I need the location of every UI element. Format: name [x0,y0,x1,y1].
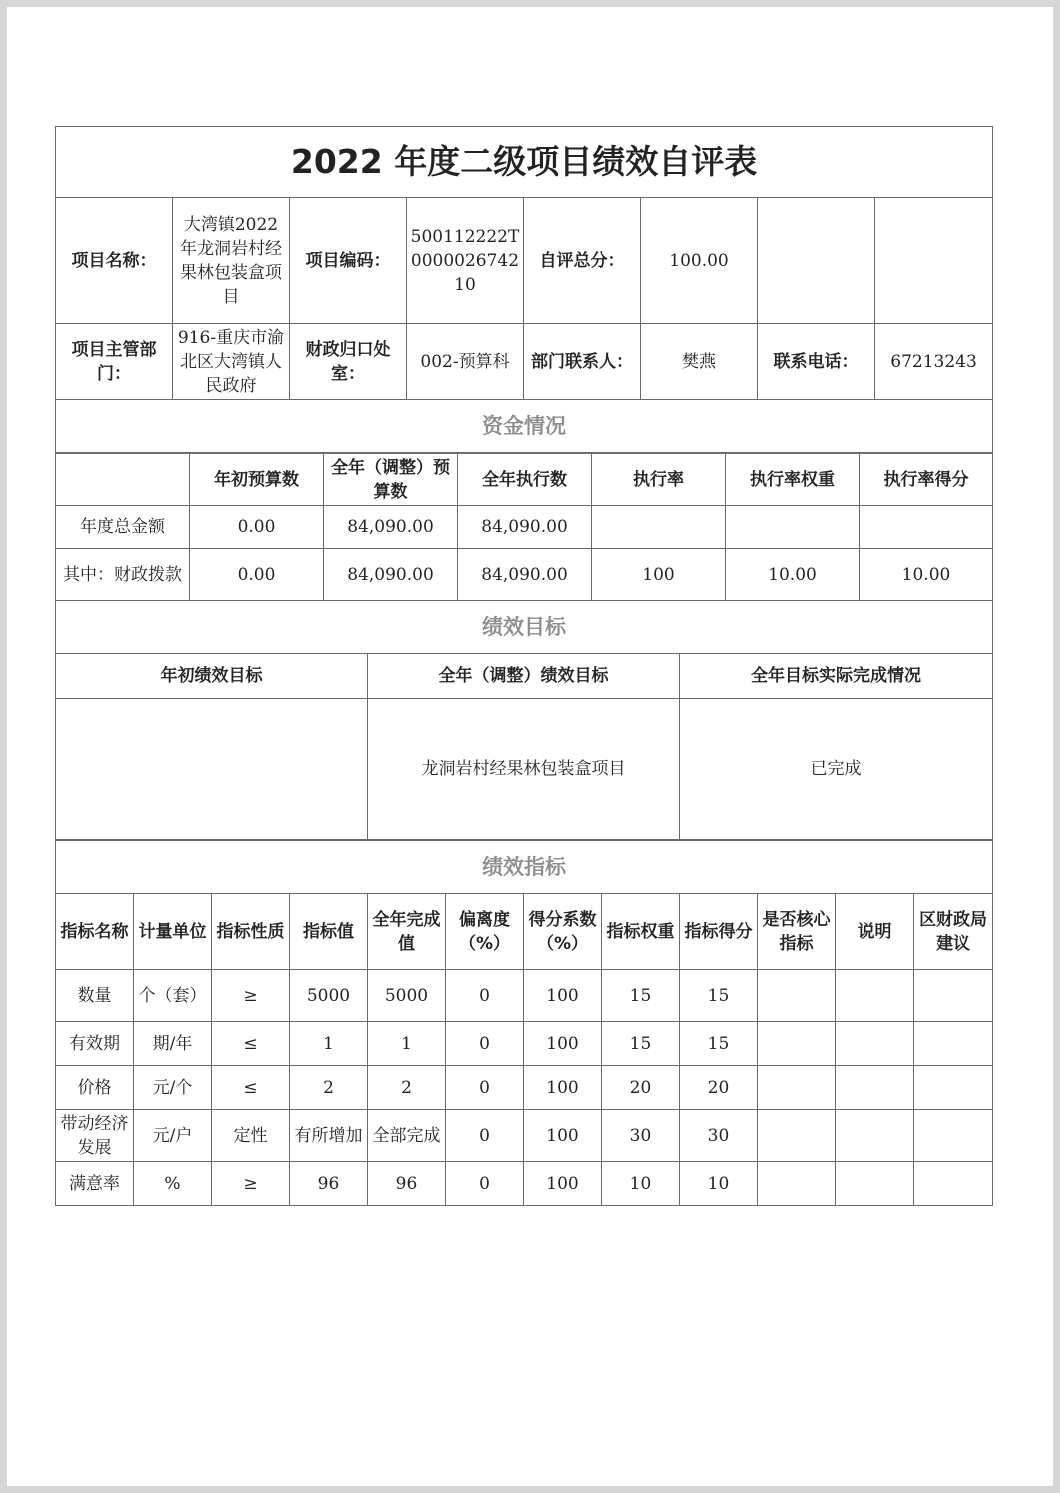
indicator-cell [836,1110,914,1162]
indicator-cell: ≥ [212,970,290,1022]
table-row [56,1066,993,1110]
indicator-cell [914,1066,993,1110]
goals-cell: 龙洞岩村经果林包装盒项目 [368,699,680,840]
project-code: 500112222T000002674210 [407,198,524,324]
indicator-cell: 100 [524,970,602,1022]
indicator-header: 指标权重 [602,894,680,970]
indicator-cell: 20 [602,1066,680,1110]
indicator-cell: 满意率 [56,1162,134,1206]
indicator-cell: 0 [446,1110,524,1162]
table-row [56,1110,993,1162]
project-name: 大湾镇2022 年龙洞岩村经果林包装盒项目 [173,198,290,324]
funds-cell: 其中：财政拨款 [56,549,190,601]
self-score: 100.00 [641,198,758,324]
funds-cell: 84,090.00 [458,549,592,601]
contact: 樊燕 [641,324,758,400]
indicator-cell [758,1022,836,1066]
indicator-cell [914,1022,993,1066]
table-row [56,699,993,840]
goals-section-title: 绩效目标 [56,601,993,654]
indicator-cell: 价格 [56,1066,134,1110]
funds-cell: 84,090.00 [324,549,458,601]
funds-header: 全年（调整）预算数 [324,454,458,506]
goals-cell: 已完成 [680,699,993,840]
indicator-cell [836,1022,914,1066]
indicator-cell: 10 [602,1162,680,1206]
indicator-cell: 元/户 [134,1110,212,1162]
funds-header [56,454,190,506]
indicator-cell: 100 [524,1066,602,1110]
indicator-cell: 30 [602,1110,680,1162]
funds-cell: 84,090.00 [458,506,592,549]
indicator-cell: 1 [368,1022,446,1066]
funds-header: 全年执行数 [458,454,592,506]
indicator-cell: 0 [446,1066,524,1110]
indicator-cell [914,970,993,1022]
indicator-cell: 100 [524,1162,602,1206]
phone: 67213243 [875,324,993,400]
funds-header: 执行率得分 [860,454,993,506]
table-row [56,970,993,1022]
indicator-cell: ≥ [212,1162,290,1206]
indicator-header: 偏离度（%） [446,894,524,970]
indicator-cell: 15 [602,1022,680,1066]
funds-cell: 10.00 [860,549,993,601]
indicator-header: 说明 [836,894,914,970]
table-row [56,1162,993,1206]
indicator-cell [836,1162,914,1206]
indicator-header: 指标名称 [56,894,134,970]
indicator-cell: 全部完成 [368,1110,446,1162]
finance-label: 财政归口处室： [290,324,407,400]
funds-cell: 0.00 [190,549,324,601]
indicator-cell: % [134,1162,212,1206]
indicator-cell: 100 [524,1022,602,1066]
indicator-cell: 15 [602,970,680,1022]
indicator-cell [758,1110,836,1162]
indicator-cell: ≤ [212,1022,290,1066]
funds-cell: 10.00 [726,549,860,601]
indicator-header: 指标性质 [212,894,290,970]
indicator-header: 区财政局建议 [914,894,993,970]
phone-label: 联系电话： [758,324,875,400]
indicator-cell: 30 [680,1110,758,1162]
contact-label: 部门联系人： [524,324,641,400]
indicator-cell: 2 [368,1066,446,1110]
indicator-cell: 期/年 [134,1022,212,1066]
goals-header: 全年（调整）绩效目标 [368,654,680,699]
funds-cell: 0.00 [190,506,324,549]
indicator-cell [758,970,836,1022]
project-info-table [55,126,993,453]
indicator-header: 得分系数（%） [524,894,602,970]
indicator-cell: 有所增加 [290,1110,368,1162]
indicator-cell [758,1162,836,1206]
indicator-cell: 数量 [56,970,134,1022]
indicator-cell: 96 [368,1162,446,1206]
indicator-cell: 10 [680,1162,758,1206]
goals-header: 全年目标实际完成情况 [680,654,993,699]
empty-cell [875,198,993,324]
indicator-cell: 5000 [368,970,446,1022]
indicator-cell: 20 [680,1066,758,1110]
page-title: 2022 年度二级项目绩效自评表 [56,127,993,198]
funds-cell: 84,090.00 [324,506,458,549]
indicator-cell: 带动经济发展 [56,1110,134,1162]
funds-cell: 年度总金额 [56,506,190,549]
indicator-cell [836,1066,914,1110]
indicator-cell [758,1066,836,1110]
funds-header: 执行率 [592,454,726,506]
funds-cell [592,506,726,549]
indicator-cell: 1 [290,1022,368,1066]
dept: 916-重庆市渝北区大湾镇人民政府 [173,324,290,400]
table-row [56,506,993,549]
funds-table [55,453,993,601]
project-code-label: 项目编码： [290,198,407,324]
indicator-header: 计量单位 [134,894,212,970]
funds-section-title: 资金情况 [56,400,993,453]
indicator-cell: 96 [290,1162,368,1206]
finance: 002-预算科 [407,324,524,400]
indicator-cell: 元/个 [134,1066,212,1110]
indicator-cell [914,1162,993,1206]
indicator-cell: ≤ [212,1066,290,1110]
indicator-header: 全年完成值 [368,894,446,970]
dept-label: 项目主管部门： [56,324,173,400]
goals-table [55,600,993,840]
funds-header: 执行率权重 [726,454,860,506]
funds-cell [726,506,860,549]
indicator-cell: 0 [446,1022,524,1066]
funds-cell: 100 [592,549,726,601]
indicator-cell: 2 [290,1066,368,1110]
indicator-header: 指标得分 [680,894,758,970]
indicators-table [55,840,993,1206]
goals-header: 年初绩效目标 [56,654,368,699]
goals-cell [56,699,368,840]
empty-cell [758,198,875,324]
indicator-cell [836,970,914,1022]
indicator-cell [914,1110,993,1162]
project-name-label: 项目名称： [56,198,173,324]
indicator-cell: 有效期 [56,1022,134,1066]
indicator-cell: 100 [524,1110,602,1162]
table-row [56,1022,993,1066]
self-score-label: 自评总分： [524,198,641,324]
indicator-cell: 15 [680,970,758,1022]
indicator-cell: 5000 [290,970,368,1022]
indicator-cell: 定性 [212,1110,290,1162]
indicator-header: 指标值 [290,894,368,970]
indicators-section-title: 绩效指标 [56,841,993,894]
indicator-header: 是否核心指标 [758,894,836,970]
indicator-cell: 个（套） [134,970,212,1022]
indicator-cell: 15 [680,1022,758,1066]
funds-cell [860,506,993,549]
table-row [56,549,993,601]
indicator-cell: 0 [446,970,524,1022]
funds-header: 年初预算数 [190,454,324,506]
indicator-cell: 0 [446,1162,524,1206]
